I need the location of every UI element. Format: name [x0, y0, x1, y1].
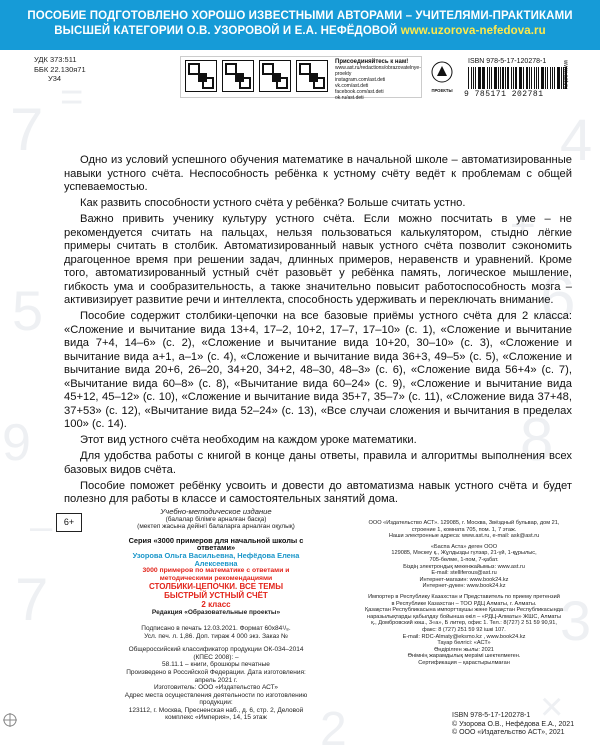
publisher-line: Тауар белгісі: «АСТ» [437, 640, 491, 647]
copyright-block [452, 712, 574, 738]
barcode-bar [468, 67, 469, 89]
svg-text:=: = [60, 75, 84, 119]
publisher-details [340, 520, 588, 666]
social-link[interactable]: vk.com/ast.deti [335, 83, 369, 89]
social-link[interactable]: instagram.com/ast.deti [335, 77, 386, 83]
publisher-line: қ., Домбровский көш., 3«а», Б литер, офис 1. Тел.: 8(727) 2 51 59 90,91, [371, 620, 557, 627]
barcode-icon [468, 67, 568, 89]
publisher-line: E-mail: RDC-Almaty@eksmo.kz , www.book24.kz [402, 633, 526, 640]
editorial-office: Редакция «Образовательные проекты» [151, 609, 281, 617]
okp-info: 58.11.1 – книги, брошюры печатные [162, 661, 270, 669]
barcode-bar [515, 67, 517, 89]
barcode-bar [507, 67, 509, 89]
isbn-label: ISBN 978-5-17-120278-1 [452, 712, 531, 719]
corner-reg-mark-icon [2, 712, 18, 728]
book-title: БЫСТРЫЙ УСТНЫЙ СЧЁТ [164, 591, 268, 601]
publisher-line: Интернет-магазин: www.book24.kz [419, 576, 509, 583]
barcode-bar [545, 67, 547, 89]
publisher-line: 705-бөлме, 1-пом, 7-қабат. [429, 556, 499, 563]
barcode-bar [475, 67, 476, 89]
publisher-line: Сертификация – қарастырылмаған [418, 659, 510, 666]
banner-line-2: ВЫСШЕЙ КАТЕГОРИИ О.В. УЗОРОВОЙ И Е.А. НЕФЁДОВОЙ www.uzorova-nefedova.ru [54, 25, 546, 37]
manufacturer: Изготовитель: ООО «Издательство АСТ» [154, 684, 278, 692]
publisher-line: Өндірілген жылы: 2021 [434, 646, 494, 653]
qr-code-icon[interactable] [185, 60, 217, 92]
publisher-line: Қазақстан Республикасына импорттаушы және Қазақстан Республикасында [364, 607, 564, 614]
annotation-text [64, 154, 572, 509]
okp-info: Общероссийский классификатор продукции ОК-034–2014 (КПЕС 2008): – [128, 646, 304, 661]
isbn-top-text: ISBN 978-5-17-120278-1 [468, 58, 547, 65]
paragraph: Пособие содержит столбики-цепочки на все базовые приёмы устного счёта для 2 класса: «Сложение и вычитание вида 13+4, 17–2, 10+2, 17–7, 17–10» (с. 1), «Сложение и вычитание вида 7+4, 14–6» (с. 2), «Сложение и вычитание вида 10+20, 30–10» (с. 3), «Сложение и вычитание вида а+1, а–1» (с. 4), «Сложение и вычитание вида 36+3, 49–5» (с. 5), «Сложение и вычитание вида 20+6, 26–20, 34+20, 34+2, 48–30, 48–3» (с. 6), «Сложение вида 56+4» (с. 7), «Вычитание вида 60–8» (с. 8), «Вычитание вида 60–24» (с. 9), «Сложение и вычитание вида 45+12, 45–12» (с. 10), «Сложение и вычитание вида 35+7, 35–7» (с. 11), «Сложение вида 37+48, 37+53» (с. 12), «Вычитание вида 52–24» (с. 13), «Все случаи сложения и вычитания в пределах 100» (с. 14). [64, 310, 572, 430]
barcode-bar [494, 67, 496, 89]
barcode-bar [554, 67, 555, 89]
publisher-line: факс: 8 (727) 251 59 92 ішкі 107. [422, 626, 506, 633]
publisher-line: наразылықтарды қабылдау бойынша өкіл – «РДЦ-Алматы» ЖШС, Алматы [367, 613, 561, 620]
svg-text:9: 9 [2, 414, 31, 472]
barcode-bar [519, 67, 520, 89]
barcode-bar [536, 67, 537, 89]
svg-text:×: × [540, 685, 564, 729]
publisher-line: Импортер в Республику Казахстан и Представитель по приему претензий [368, 593, 560, 600]
barcode-bar [541, 67, 543, 89]
barcode-bar [502, 67, 504, 89]
barcode-bar [500, 67, 501, 89]
social-link[interactable]: www.ast.ru/redactions/obrazovatelnye-proekty [335, 65, 421, 77]
publisher-line: Наши электронные адреса: www.ast.ru, e-mail: ask@ast.ru [388, 533, 540, 540]
book-title: СТОЛБИКИ-ЦЕПОЧКИ. ВСЕ ТЕМЫ [148, 582, 284, 592]
barcode-bar [505, 67, 506, 89]
paragraph: Одно из условий успешного обучения математике в начальной школе – автоматизированные навыки устного счёта. Неспособность ребёнка к устному счёту ведёт к проблемам с общей успеваемостью. [64, 154, 572, 193]
udk-code: УДК 373:511 [34, 55, 77, 64]
barcode-bar [471, 67, 473, 89]
barcode-bar [523, 67, 524, 89]
svg-text:8: 8 [520, 406, 554, 473]
barcode-bar [557, 67, 559, 89]
publisher-line: 129085, Мәскеу қ., Жұлдызды гүлзар, 21-үй, 1-құрылыс, [391, 550, 537, 557]
social-links [335, 59, 419, 101]
barcode-bar [520, 67, 522, 89]
print-info: Усл. печ. л. 1,86. Доп. тираж 4 000 экз. Заказ № [144, 632, 288, 640]
vertical-site-label: www.ast.ru [562, 60, 568, 90]
publisher-line: в Республике Казахстан – ТОО РДЦ Алматы, г. Алматы. [391, 600, 537, 607]
barcode-bar [483, 67, 485, 89]
barcode-bar [531, 67, 532, 89]
svg-text:2: 2 [320, 703, 347, 750]
kazakh-note: (балалар білімге арналған басқа) [165, 515, 267, 523]
barcode-bar [478, 67, 480, 89]
publisher-line: Біздің электрондық мекенжайымыз: www.ast.ru [403, 563, 525, 570]
svg-text:ПРОЕКТЫ: ПРОЕКТЫ [431, 88, 453, 93]
publisher-line: Интернет-дүкен: www.book24.kz [422, 583, 506, 590]
imprint-block [118, 508, 314, 722]
banner-site-link[interactable]: www.uzorova-nefedova.ru [400, 25, 546, 37]
header-banner [0, 0, 600, 50]
banner-line-1: ПОСОБИЕ ПОДГОТОВЛЕНО ХОРОШО ИЗВЕСТНЫМИ АВТОРАМИ – УЧИТЕЛЯМИ-ПРАКТИКАМИ [27, 10, 573, 22]
bbk-code: ББК 22.130я71 [34, 64, 86, 74]
svg-text:4: 4 [560, 108, 593, 173]
barcode-bar [473, 67, 474, 89]
qr-code-bar [180, 56, 422, 101]
production-info: Произведено в Российской Федерации. Дата изготовления: апрель 2021 г. [126, 668, 306, 684]
classification-codes [34, 55, 86, 84]
address: 123112, г. Москва, Пресненская наб., д. 6, стр. 2, Деловой комплекс «Империя», 14, 15 этаж [128, 706, 304, 722]
qr-code-icon[interactable] [259, 60, 291, 92]
barcode-bar [550, 67, 551, 89]
social-title: Присоединяйтесь к нам! [335, 59, 409, 65]
grade-label: 2 класс [201, 600, 231, 610]
publisher-line: ООО «Издательство АСТ». 129085, г. Москва, Звёздный бульвар, дом 21, [368, 520, 560, 526]
print-info: Подписано в печать 12.03.2021. Формат 60х84¹/₈. [141, 624, 291, 632]
barcode-bar [552, 67, 554, 89]
book-code: У34 [48, 74, 62, 83]
barcode-bar [534, 67, 536, 89]
book-subtitle: 3000 примеров по математике с ответами и методическими рекомендациями [142, 567, 290, 582]
paragraph: Как развить способности устного счёта у ребёнка? Больше считать устно. [80, 197, 466, 209]
qr-code-icon[interactable] [222, 60, 254, 92]
svg-text:7: 7 [10, 96, 44, 163]
barcode-bar [491, 67, 493, 89]
copyright-line: © ООО «Издательство АСТ», 2021 [452, 729, 565, 737]
barcode-bar [482, 67, 483, 89]
address-label: Адрес места осуществления деятельности по изготовлению продукции: [124, 691, 308, 707]
paragraph: Важно привить ученику культуру устного счёта. Если можно посчитать в уме – не рекомендуется считать на пальцах, нельзя пользоваться калькулятором, стыдно лёгкие примеры считать в столбик. Автоматизированный навык устного счёта позволит сэкономить драгоценное время при решении задач, длинных примеров, неравенств и уравнений. Кроме того, автоматизированный устный счёт разовьёт у ребёнка память, логическое мышление, гибкость ума и сообразительность, а также значительно повысит работоспособность мозга – активизирует развитие речи и интеллекта, способность удерживать и переключать внимание. [64, 213, 572, 306]
svg-text:3: 3 [560, 589, 592, 652]
svg-text:–: – [30, 505, 53, 549]
authors: Узорова Ольга Васильевна, Нефёдова Елена Алексеевна [132, 550, 300, 568]
svg-text:7: 7 [15, 566, 49, 633]
barcode-bar [487, 67, 488, 89]
publisher-line: «Баспа Аста» деген ООО [430, 543, 498, 550]
barcode-bar [513, 67, 514, 89]
kazakh-note: (мектеп жасына дейінгі балаларға арналған оқулық) [137, 523, 295, 531]
barcode-bar [526, 67, 528, 89]
paragraph: Этот вид устного счёта необходим на каждом уроке математики. [80, 434, 417, 446]
publisher-logo [428, 58, 456, 96]
social-link[interactable]: facebook.com/ast.deti [335, 89, 384, 95]
qr-code-icon[interactable] [296, 60, 328, 92]
publisher-line: E-mail: stelliferous@ast.ru [431, 570, 497, 577]
copyright-line: © Узорова О.В., Нефёдова Е.А., 2021 [452, 720, 575, 728]
social-link[interactable]: ok.ru/ast.deti [335, 95, 364, 101]
age-rating-badge: 6+ [56, 513, 82, 532]
paragraph: Для удобства работы с книгой в конце даны ответы, правила и алгоритмы выполнения всех базовых видов счёта. [64, 450, 572, 476]
svg-text:6: 6 [540, 262, 576, 334]
svg-text:+: + [510, 201, 536, 250]
publisher-line: Өнімнің жарамдылық мерзімі шектелмеген. [407, 653, 521, 660]
publisher-line: строение 1, комната 705, пом. 1, 7 этаж. [411, 526, 517, 533]
barcode-bar [489, 67, 490, 89]
series-title: Серия «3000 примеров для начальной школы с ответами» [128, 535, 304, 553]
barcode-bar [511, 67, 512, 89]
svg-text:5: 5 [12, 279, 44, 342]
barcode-bar [498, 67, 499, 89]
barcode-bar [529, 67, 530, 89]
edition-type: Учебно-методическое издание [160, 507, 272, 516]
paragraph: Пособие поможет ребёнку усвоить и довести до автоматизма навык устного счёта и будет полезно для работы в классе и самостоятельных занятий дома. [64, 479, 572, 505]
barcode-bar [547, 67, 548, 89]
barcode-number: 9 785171 202781 [464, 90, 544, 99]
barcode-bar [538, 67, 539, 89]
